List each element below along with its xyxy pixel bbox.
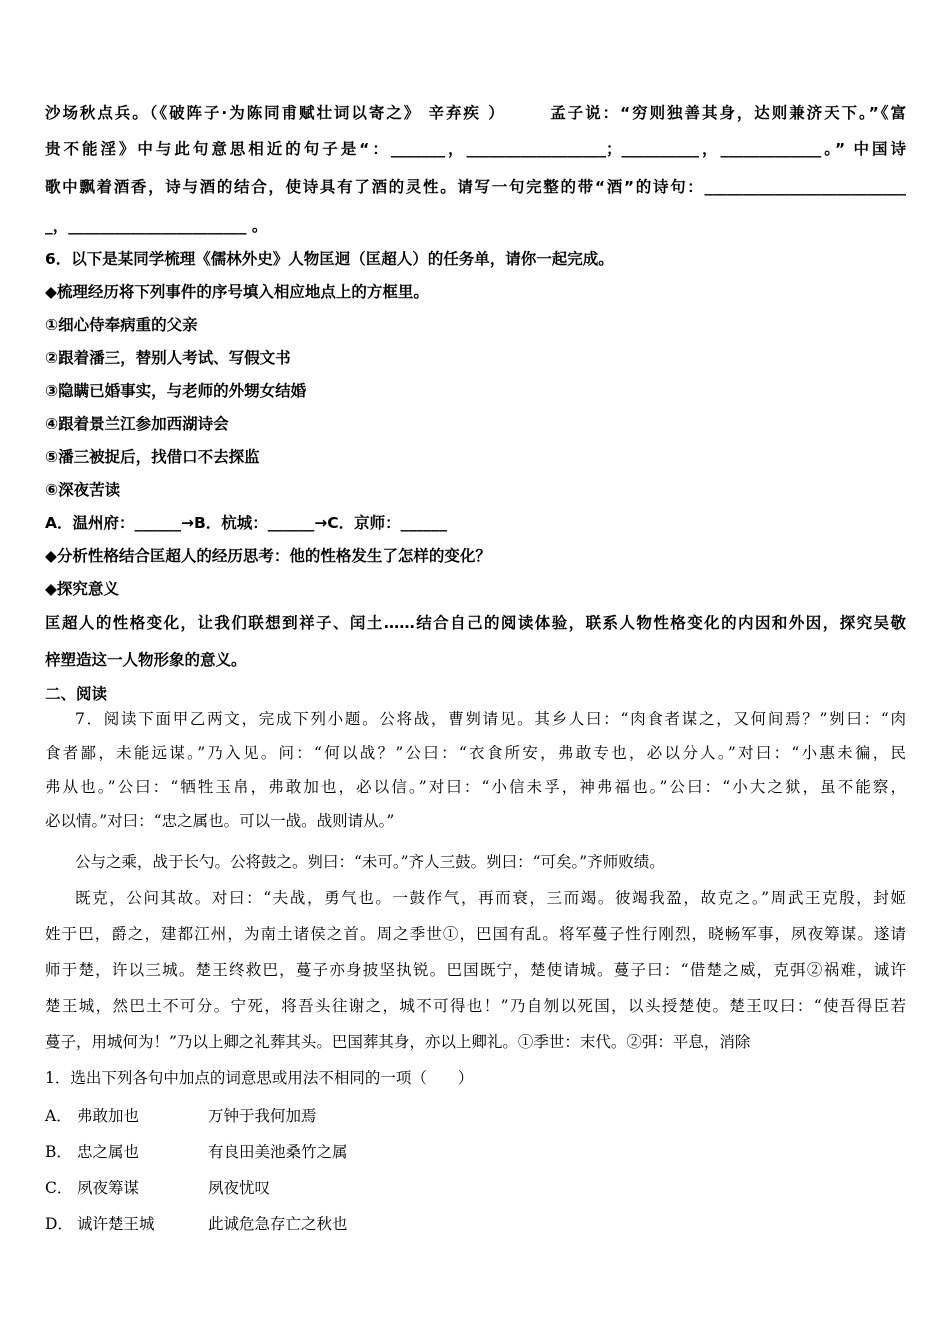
option-phrase: 弗敢加也 [77,1107,140,1125]
passage-line: 姓于巴，爵之，建都江州，为南土诸侯之首。周之季世①，巴国有乱。将军蔓子性行刚烈，晓畅军事，夙夜筹谋。遂请 [45,925,906,943]
option-compare: 万钟于我何加焉 [208,1107,317,1125]
fill-blank-line: _，_______________________ 。 [45,217,268,235]
event-item: ②跟着潘三，替别人考试、写假文书 [45,349,291,367]
text-line: 沙场秋点兵。（《破阵子·为陈同甫赋壮词以寄之》 辛弃疾 ） 孟子说：“穷则独善其身，达则兼济天下。”《富 [45,104,906,122]
passage-line: 公与之乘，战于长勺。公将鼓之。刿曰：“未可。”齐人三鼓。刿曰：“可矣。”齐师败绩。 [75,853,665,871]
option-phrase: 夙夜筹谋 [77,1179,140,1197]
route-fill-blank: A．温州府：______→B．杭城：______→C．京师：______ [45,514,448,532]
task-1-heading: ◆梳理经历将下列事件的序号填入相应地点上的方框里。 [45,283,429,301]
option-letter: C． [45,1179,73,1197]
event-item: ①细心侍奉病重的父亲 [45,316,198,334]
task-3-text: 匡超人的性格变化，让我们联想到祥子、闰土……结合自己的阅读体验，联系人物性格变化的内因和外因，探究吴敬 [45,614,906,632]
option-letter: D． [45,1215,73,1233]
option-a[interactable] [45,1104,317,1126]
option-phrase: 诚许楚王城 [77,1215,155,1233]
option-letter: B． [45,1143,72,1161]
passage-line: 师于楚，许以三城。楚王终救巴，蔓子亦身披坚执锐。巴国既宁，楚使请城。蔓子曰：“借楚之威，克弭②祸难，诚许 [45,961,906,979]
event-item: ③隐瞒已婚事实，与老师的外甥女结婚 [45,382,307,400]
option-phrase: 忠之属也 [77,1143,140,1161]
option-letter: A． [45,1107,72,1125]
option-compare: 有良田美池桑竹之属 [208,1143,348,1161]
option-compare: 夙夜忧叹 [208,1179,271,1197]
passage-line: 7．阅读下面甲乙两文，完成下列小题。公将战，曹刿请见。其乡人曰：“肉食者谋之，又何间焉？”刿曰：“肉 [75,710,906,728]
passage-line: 必以情。”对曰：“忠之属也。可以一战。战则请从。” [45,812,395,830]
task-2-heading: ◆分析性格结合匡超人的经历思考：他的性格发生了怎样的变化？ [45,547,491,565]
passage-line: 既克，公问其故。对曰：“夫战，勇气也。一鼓作气，再而衰，三而竭。彼竭我盈，故克之。”周武王克殷，封姬 [75,889,906,907]
option-compare: 此诚危急存亡之秋也 [208,1215,348,1233]
task-3-text: 梓塑造这一人物形象的意义。 [45,651,247,669]
question-6-title: 6．以下是某同学梳理《儒林外史》人物匡迥（匡超人）的任务单，请你一起完成。 [45,250,614,268]
fill-blank-line: 贵不能淫》中与此句意思相近的句子是“：_______，__________________；__________，_____________。” 中国诗 [45,140,906,158]
passage-line: 蔓子，用城何为！”乃以上卿之礼葬其头。巴国葬其身，亦以上卿礼。①季世：末代。②弭：平息，消除 [45,1033,751,1051]
passage-line: 食者鄙，未能远谋。”乃入见。问：“何以战？”公曰：“衣食所安，弗敢专也，必以分人。”对曰：“小惠未徧，民 [45,744,906,762]
event-item: ⑤潘三被捉后，找借口不去探监 [45,448,260,466]
section-heading: 二、阅读 [45,685,108,703]
event-item: ⑥深夜苦读 [45,481,121,499]
option-d[interactable] [45,1212,348,1234]
passage-line: 楚王城，然巴土不可分。宁死，将吾头往谢之，城不可得也！”乃自刎以死国，以头授楚使。楚王叹曰：“使吾得臣若 [45,997,906,1015]
passage-line: 弗从也。”公曰：“牺牲玉帛，弗敢加也，必以信。”对曰：“小信未孚，神弗福也。”公曰：“小大之狱，虽不能察， [45,778,906,796]
option-c[interactable] [45,1176,270,1198]
event-item: ④跟着景兰江参加西湖诗会 [45,415,229,433]
sub-question-1: 1．选出下列各句中加点的词意思或用法不相同的一项（ ） [45,1069,474,1087]
option-b[interactable] [45,1140,348,1162]
task-3-heading: ◆探究意义 [45,580,119,598]
fill-blank-line: 歌中飘着酒香，诗与酒的结合，使诗具有了酒的灵性。请写一句完整的带“酒”的诗句：__________________________ [45,178,906,196]
